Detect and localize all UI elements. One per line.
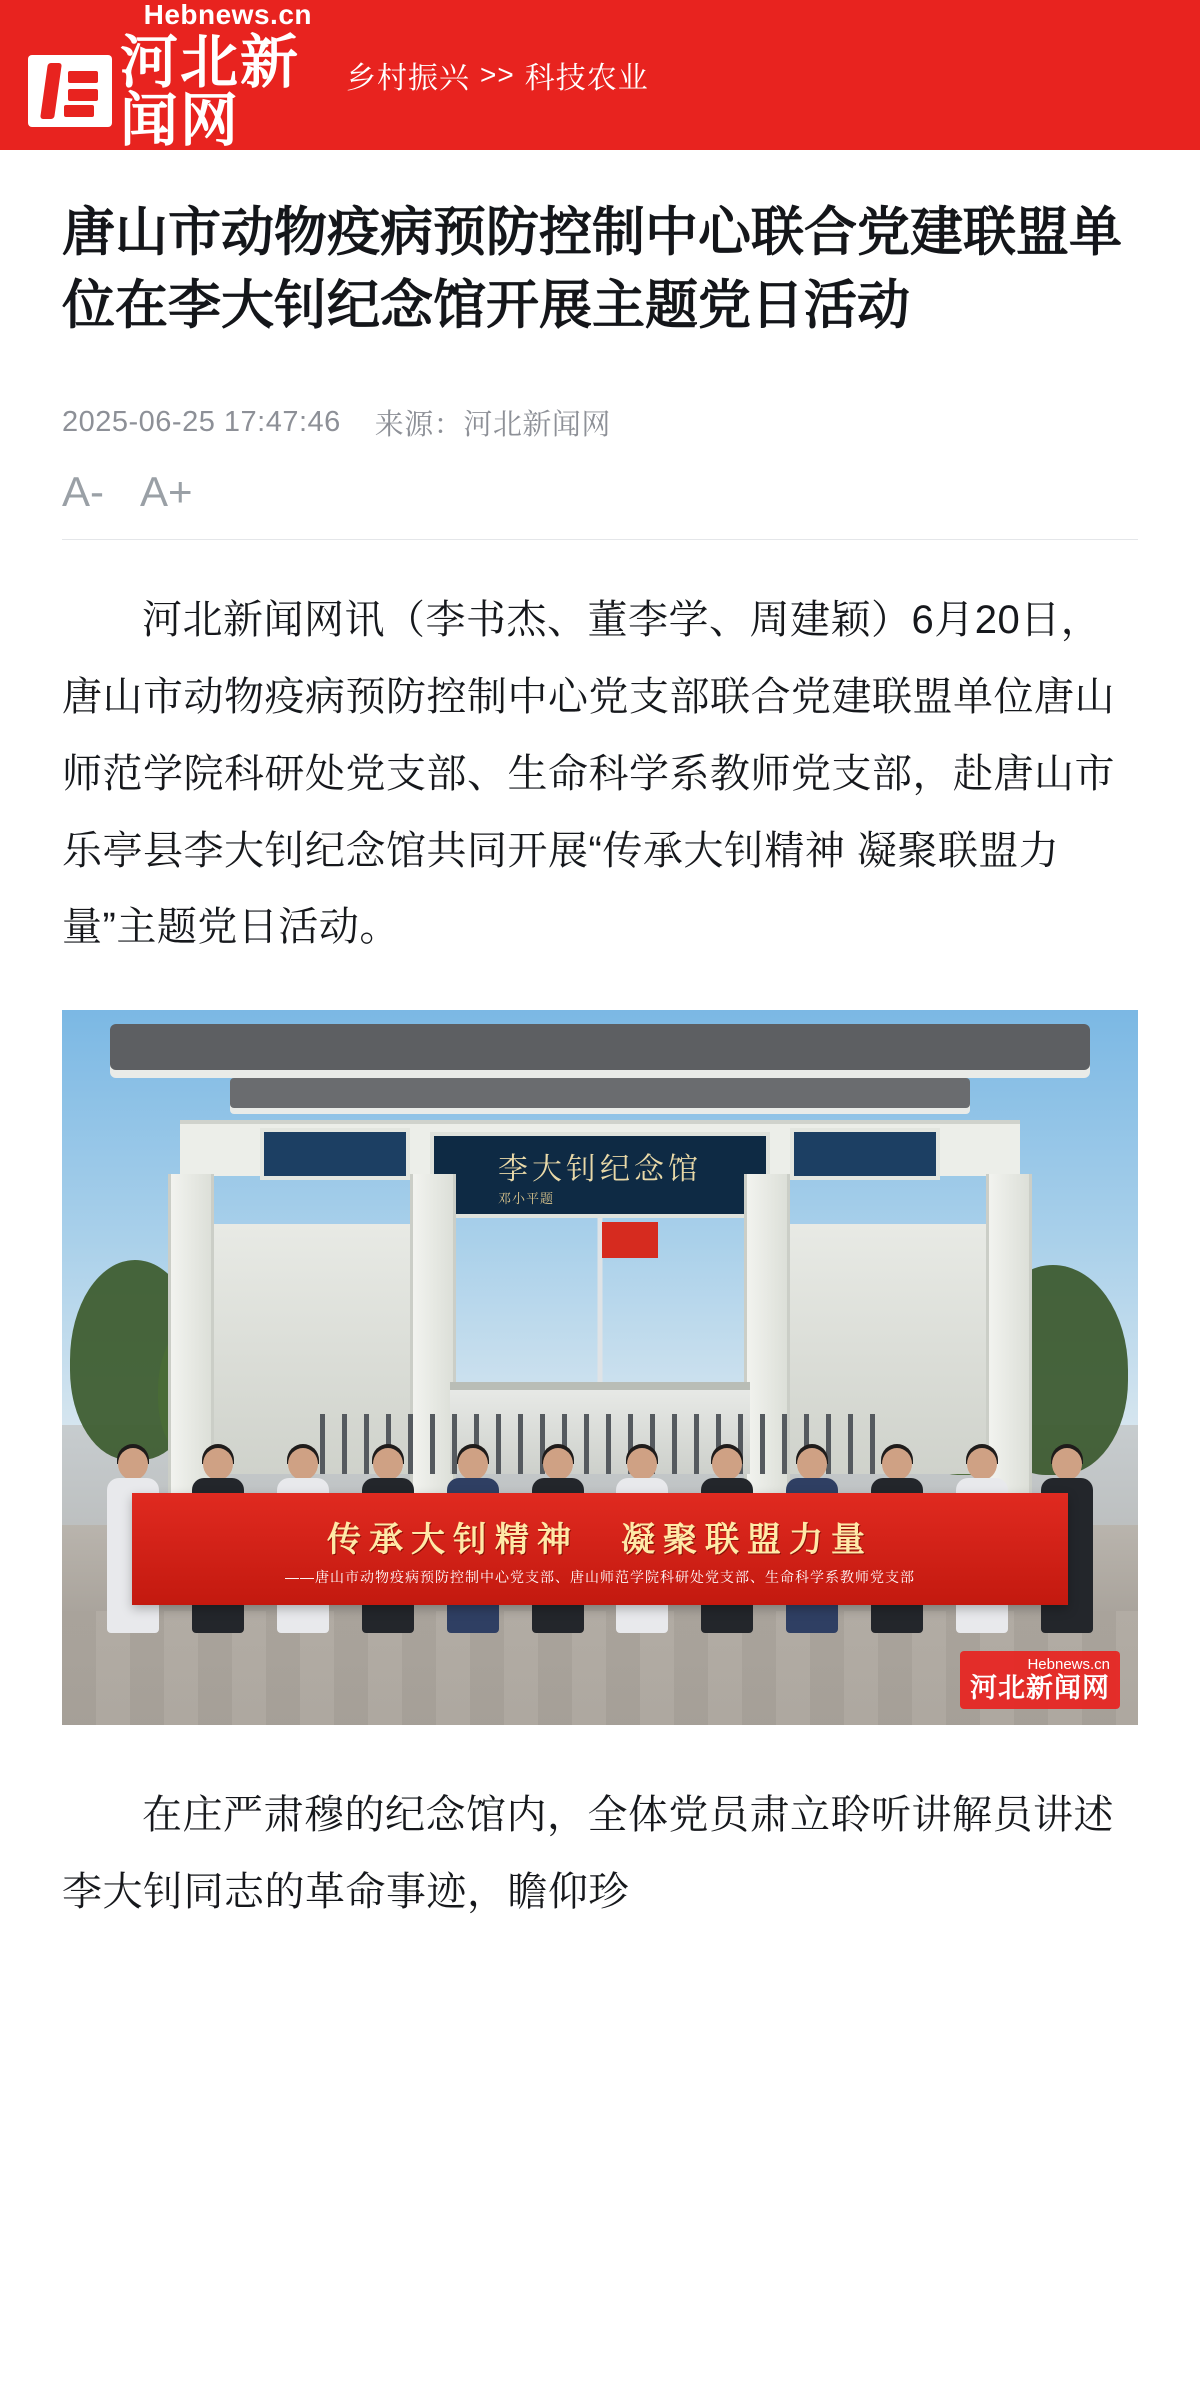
breadcrumb-subsection[interactable]: 科技农业	[524, 62, 649, 95]
breadcrumb	[346, 53, 649, 97]
gate-plaque-subtext: 邓小平题	[498, 1191, 555, 1207]
gate-plaque	[430, 1132, 770, 1218]
article-meta	[62, 402, 1138, 443]
header-divider	[62, 539, 1138, 540]
watermark-site-name: 河北新闻网	[970, 1672, 1110, 1703]
site-logo[interactable]	[28, 0, 318, 154]
article-source-label: 来源：	[374, 409, 464, 442]
gate-decor-left	[260, 1128, 410, 1180]
article-timestamp: 2025-06-25 17:47:46	[62, 406, 341, 439]
article-paragraph-1: 河北新闻网讯（李书杰、董李学、周建颖）6月20日，唐山市动物疫病预防控制中心党支部联合党建联盟单位唐山师范学院科研处党支部、生命科学系教师党支部，赴唐山市乐亭县李大钊纪念馆共同开展“传承大钊精神 凝聚联盟力量”主题党日活动。	[62, 598, 1115, 950]
national-flag	[602, 1222, 658, 1258]
article-container	[0, 150, 1200, 1931]
event-banner	[132, 1493, 1068, 1605]
article-photo	[62, 1010, 1138, 1725]
breadcrumb-separator: >>	[480, 59, 515, 90]
logo-site-name: 河北新闻网	[120, 28, 301, 154]
event-banner-subtitle: ——唐山市动物疫病预防控制中心党支部、唐山师范学院科研处党支部、生命科学系教师党支部	[285, 1568, 915, 1585]
article-paragraph-2: 在庄严肃穆的纪念馆内，全体党员肃立聆听讲解员讲述李大钊同志的革命事迹，瞻仰珍	[62, 1793, 1114, 1915]
font-increase-button[interactable]: A+	[140, 468, 193, 516]
gate-roof-upper	[230, 1078, 970, 1108]
gate-decor-right	[790, 1128, 940, 1180]
gate-plaque-text: 李大钊纪念馆	[498, 1151, 702, 1187]
font-size-controls	[62, 468, 1138, 539]
font-decrease-button[interactable]: A-	[62, 468, 104, 516]
article-source	[375, 402, 611, 443]
event-banner-title: 传承大钊精神 凝聚联盟力量	[327, 1519, 873, 1560]
breadcrumb-section[interactable]: 乡村振兴	[346, 62, 470, 95]
photo-watermark	[960, 1651, 1120, 1709]
article-source-name: 河北新闻网	[463, 409, 611, 442]
gate-roof	[110, 1024, 1090, 1070]
hebei-logo-icon	[28, 55, 112, 127]
site-header	[0, 0, 1200, 154]
watermark-domain: Hebnews.cn	[1027, 1656, 1110, 1674]
page-title: 唐山市动物疫病预防控制中心联合党建联盟单位在李大钊纪念馆开展主题党日活动	[62, 203, 1122, 336]
logo-domain-text: Hebnews.cn	[143, 0, 312, 30]
